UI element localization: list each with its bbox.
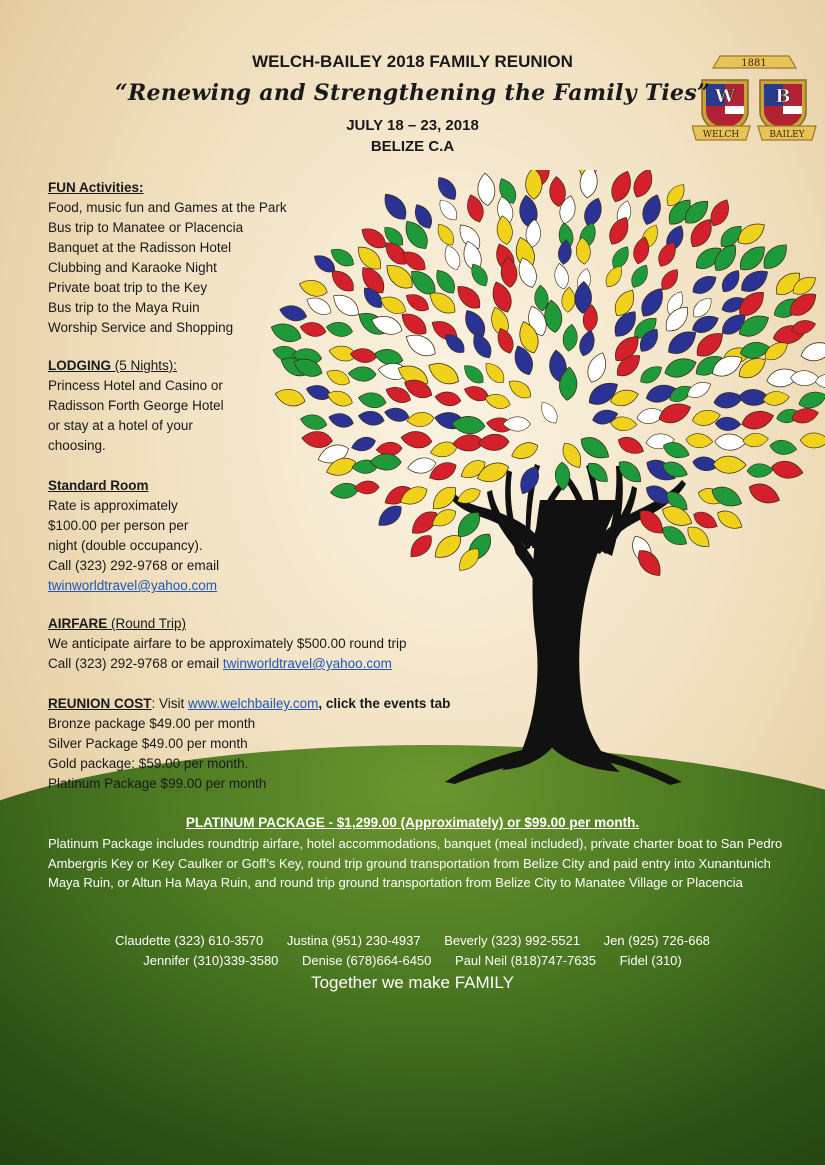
lodging-section xyxy=(48,356,224,456)
leaf xyxy=(637,362,665,387)
contact-entry: Denise (678)664-6450 xyxy=(302,953,432,968)
reunion-cost-section xyxy=(48,694,450,794)
leaf xyxy=(797,388,825,411)
standard-room-section xyxy=(48,476,219,596)
leaf xyxy=(273,386,307,409)
leaf xyxy=(435,196,461,224)
bailey-banner-text: BAILEY xyxy=(769,130,805,140)
leaf xyxy=(374,501,406,531)
leaf xyxy=(383,406,410,424)
leaf xyxy=(552,262,570,290)
leaf xyxy=(425,358,463,390)
airfare-call-text: Call (323) 292-9768 or email xyxy=(48,656,223,671)
airfare-line: We anticipate airfare to be approximately $500.00 round trip xyxy=(48,636,407,651)
leaf xyxy=(478,434,510,452)
leaf xyxy=(509,439,540,463)
airfare-section xyxy=(48,614,406,674)
lodging-line: choosing. xyxy=(48,438,106,453)
leaf xyxy=(762,390,790,407)
tagline: “Renewing and Strengthening the Family Ties” xyxy=(115,80,710,106)
leaf xyxy=(659,522,691,550)
welch-letter: W xyxy=(714,86,736,107)
leaf xyxy=(304,293,335,319)
leaf xyxy=(759,239,793,273)
room-line: $100.00 per person per xyxy=(48,518,189,533)
list-item: Private boat trip to the Key xyxy=(48,280,208,295)
platinum-package-description: Platinum Package includes roundtrip airfare, hotel accommodations, banquet (meal included), private charter boat to San Pedro Ambergris Key or Key Caulker or Goff’s Key, round trip ground transportation from Belize City and paid entry into Xunantunich Maya Ruin, or Altun Ha Maya Ruin, and round trip ground transportation from Belize City to Manatee Village or Placencia xyxy=(48,836,783,890)
leaf xyxy=(747,463,773,477)
leaf xyxy=(481,359,508,387)
leaf xyxy=(329,289,363,321)
room-email-link[interactable]: twinworldtravel@yahoo.com xyxy=(48,578,218,593)
leaf xyxy=(354,480,380,494)
list-item: Worship Service and Shopping xyxy=(48,320,234,335)
leaf xyxy=(433,221,458,249)
airfare-email-link[interactable]: twinworldtravel@yahoo.com xyxy=(222,656,392,671)
leaf xyxy=(742,432,769,448)
leaf xyxy=(433,173,460,203)
platinum-package-heading: PLATINUM PACKAGE - $1,299.00 (Approximately) or $99.00 per month. xyxy=(185,815,640,830)
package-item: Platinum Package $99.00 per month xyxy=(48,776,267,791)
leaf xyxy=(329,482,359,500)
list-item: Bus trip to Manatee or Placencia xyxy=(48,220,244,235)
leaf xyxy=(629,170,656,201)
leaf xyxy=(299,412,328,432)
leaf xyxy=(400,429,433,449)
leaf xyxy=(577,432,613,464)
crest-year: 1881 xyxy=(741,58,767,69)
fun-activities-section xyxy=(48,178,287,338)
bailey-letter: B xyxy=(775,86,791,107)
leaf xyxy=(800,433,825,448)
leaf xyxy=(718,267,744,296)
leaf xyxy=(628,262,653,291)
lodging-line: Radisson Forth George Hotel xyxy=(48,398,224,413)
leaf xyxy=(325,320,354,339)
standard-room-heading: Standard Room xyxy=(48,478,149,493)
leaf xyxy=(639,192,665,227)
footer-motto: Together we make FAMILY xyxy=(311,973,514,992)
leaf xyxy=(715,417,741,431)
package-item: Bronze package $49.00 per month xyxy=(48,716,256,731)
room-line: night (double occupancy). xyxy=(48,538,203,553)
leaf xyxy=(714,507,746,534)
leaf xyxy=(713,390,745,410)
website-link[interactable]: www.welchbailey.com xyxy=(188,696,319,711)
leaf xyxy=(562,323,579,352)
event-dates: JULY 18 – 23, 2018 xyxy=(346,117,479,134)
list-item: Banquet at the Radisson Hotel xyxy=(48,240,232,255)
leaf xyxy=(301,430,333,449)
room-line: Rate is approximately xyxy=(48,498,178,513)
leaf xyxy=(790,406,820,426)
leaf xyxy=(685,433,713,449)
leaf xyxy=(537,399,561,427)
leaf xyxy=(769,439,798,457)
room-line: Call (323) 292-9768 or email xyxy=(48,558,220,573)
leaf xyxy=(561,287,576,313)
reunion-cost-heading: REUNION COST xyxy=(48,696,152,711)
package-item: Silver Package $49.00 per month xyxy=(48,736,248,751)
leaf xyxy=(656,399,693,427)
leaf xyxy=(406,411,434,428)
leaf xyxy=(584,350,611,385)
lodging-heading-note: (5 Nights): xyxy=(111,358,178,373)
lodging-heading: LODGING xyxy=(48,358,111,373)
leaf xyxy=(348,366,376,381)
leaf xyxy=(740,407,776,432)
leaf xyxy=(350,434,378,454)
lodging-line: or stay at a hotel of your xyxy=(48,418,193,433)
contacts-row-2 xyxy=(0,953,825,968)
contact-entry: Fidel (310) xyxy=(619,953,682,968)
contacts-row-1 xyxy=(0,933,825,948)
leaf xyxy=(577,328,598,357)
leaf xyxy=(297,277,329,300)
leaf xyxy=(607,170,635,205)
contact-entry: Claudette (323) 610-3570 xyxy=(115,933,264,948)
welch-banner-text: WELCH xyxy=(702,130,740,140)
contact-entry: Jennifer (310)339-3580 xyxy=(143,953,279,968)
leaf xyxy=(349,347,377,364)
leaf xyxy=(715,434,747,451)
leaf xyxy=(325,387,355,409)
leaf xyxy=(406,531,437,562)
leaf xyxy=(708,482,745,511)
events-tab-note: , click the events tab xyxy=(318,696,451,711)
leaf xyxy=(662,354,699,381)
leaf xyxy=(799,339,825,364)
list-item: Bus trip to the Maya Ruin xyxy=(48,300,200,315)
page-title: WELCH-BAILEY 2018 FAMILY REUNION xyxy=(252,52,573,71)
contact-entry: Jen (925) 726-668 xyxy=(603,933,710,948)
leaf xyxy=(327,411,355,430)
leaf xyxy=(689,271,720,298)
leaf xyxy=(304,382,333,402)
contact-entry: Beverly (323) 992-5521 xyxy=(444,933,581,948)
list-item: Food, music fun and Games at the Park xyxy=(48,200,287,215)
airfare-heading: AIRFARE xyxy=(48,616,108,631)
leaf xyxy=(357,409,385,427)
leaf xyxy=(357,390,387,409)
leaf xyxy=(460,361,487,387)
leaf xyxy=(713,456,746,474)
leaf xyxy=(299,320,327,339)
leaf xyxy=(379,189,411,224)
lodging-line: Princess Hotel and Casino or xyxy=(48,378,223,393)
leaf xyxy=(615,433,646,458)
package-item: Gold package: $59.00 per month. xyxy=(48,756,249,771)
leaf xyxy=(746,479,783,508)
fun-activities-heading: FUN Activities: xyxy=(48,180,144,195)
contact-entry: Paul Neil (818)747-7635 xyxy=(455,953,596,968)
airfare-heading-note: (Round Trip) xyxy=(107,616,187,631)
event-location: BELIZE C.A xyxy=(370,138,455,155)
leaf xyxy=(434,390,462,408)
leaf xyxy=(505,376,535,403)
leaf xyxy=(441,243,463,272)
leaf xyxy=(324,366,352,388)
contact-entry: Justina (951) 230-4937 xyxy=(286,933,421,948)
leaf xyxy=(453,281,485,313)
visit-text: : Visit xyxy=(151,696,189,711)
list-item: Clubbing and Karaoke Night xyxy=(48,260,217,275)
leaf xyxy=(770,459,805,481)
